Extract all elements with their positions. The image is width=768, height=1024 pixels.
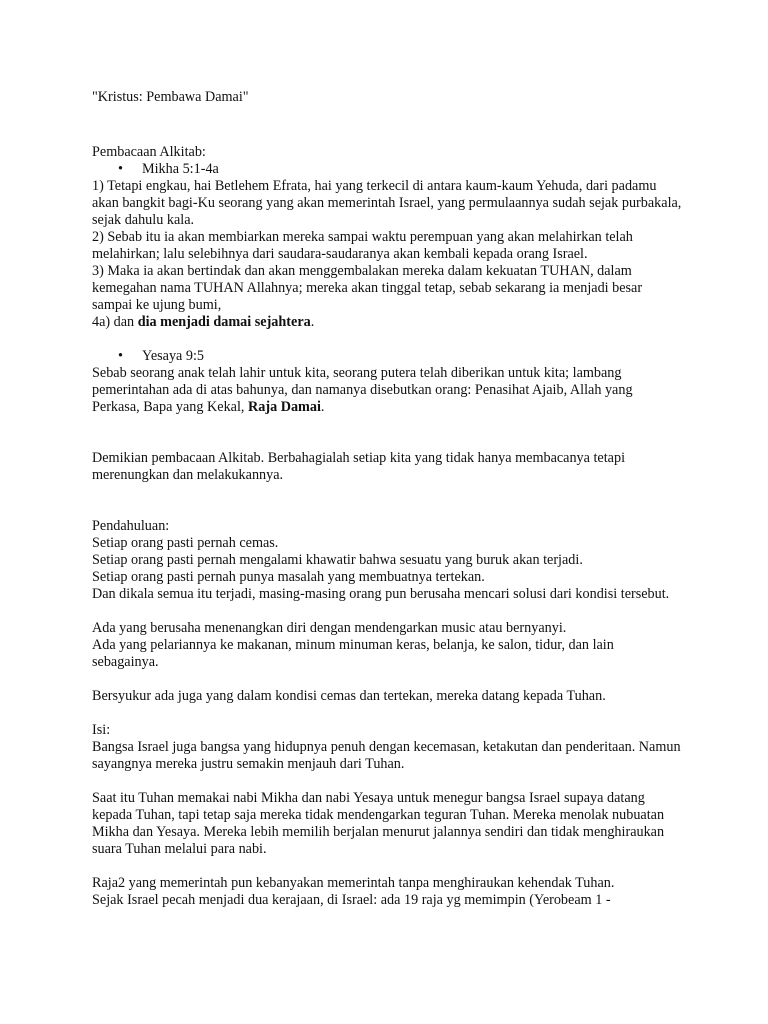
reading-bullet-yesaya — [92, 348, 682, 365]
document-title: "Kristus: Pembawa Damai" — [92, 89, 249, 105]
spacer — [92, 705, 682, 722]
intro-line: Setiap orang pasti pernah punya masalah yang membuatnya tertekan. — [92, 569, 485, 585]
bullet-label: Yesaya 9:5 — [142, 348, 205, 364]
mikha-verse-2: 2) Sebab itu ia akan membiarkan mereka sampai waktu perempuan yang akan melahirkan telah melahirkan; lalu selebihnya dari saudara-saudaranya akan kembali kepada orang Israel. — [92, 229, 633, 262]
spacer — [92, 773, 682, 790]
reading-bullet-mikha — [92, 161, 682, 178]
document-body — [92, 89, 682, 909]
intro-line: Setiap orang pasti pernah mengalami khawatir bahwa sesuatu yang buruk akan terjadi. — [92, 552, 583, 568]
spacer — [92, 671, 682, 688]
body-line: Sejak Israel pecah menjadi dua kerajaan, di Israel: ada 19 raja yg memimpin (Yerobeam 1 - — [92, 892, 611, 908]
spacer — [92, 106, 682, 144]
spacer — [92, 603, 682, 620]
body-paragraph: Bangsa Israel juga bangsa yang hidupnya penuh dengan kecemasan, ketakutan dan penderitaan. Namun sayangnya mereka justru semakin menjauh dari Tuhan. — [92, 739, 681, 772]
spacer — [92, 858, 682, 875]
bullet-label: Mikha 5:1-4a — [142, 161, 219, 177]
mikha-verse-4a — [92, 314, 682, 331]
intro-line: Dan dikala semua itu terjadi, masing-masing orang pun berusaha mencari solusi dari kondisi tersebut. — [92, 586, 670, 602]
verse-suffix: . — [310, 314, 315, 330]
body-line: Raja2 yang memerintah pun kebanyakan memerintah tanpa menghiraukan kehendak Tuhan. — [92, 875, 615, 891]
verse-emphasis: dia menjadi damai sejahtera — [137, 314, 311, 330]
reading-heading: Pembacaan Alkitab: — [92, 144, 206, 160]
mikha-verse-1: 1) Tetapi engkau, hai Betlehem Efrata, hai yang terkecil di antara kaum-kaum Yehuda, dari padamu akan bangkit bagi-Ku seorang yang akan memerintah Israel, yang permulaannya sudah sejak purbakala, sejak dahulu kala. — [92, 178, 682, 228]
intro-line: Ada yang pelariannya ke makanan, minum minuman keras, belanja, ke salon, tidur, dan lain sebagainya. — [92, 637, 614, 670]
bullet-icon — [92, 161, 142, 178]
mikha-verse-3: 3) Maka ia akan bertindak dan akan menggembalakan mereka dalam kekuatan TUHAN, dalam kemegahan nama TUHAN Allahnya; mereka akan tinggal tetap, sebab sekarang ia menjadi besar sampai ke ujung bumi, — [92, 263, 643, 313]
verse-suffix: . — [320, 399, 325, 415]
spacer — [92, 484, 682, 518]
verse-prefix: 4a) dan — [92, 314, 138, 330]
yesaya-verse — [92, 365, 682, 416]
spacer — [92, 331, 682, 348]
body-paragraph: Saat itu Tuhan memakai nabi Mikha dan nabi Yesaya untuk menegur bangsa Israel supaya datang kepada Tuhan, tapi tetap saja mereka tidak mendengarkan teguran Tuhan. Mereka menolak nubuatan Mikha dan Yesaya. Mereka lebih memilih berjalan menurut jalannya sendiri dan tidak menghiraukan suara Tuhan melalui para nabi. — [92, 790, 665, 857]
bullet-icon — [92, 348, 142, 365]
verse-text: Sebab seorang anak telah lahir untuk kita, seorang putera telah diberikan untuk kita; lambang pemerintahan ada di atas bahunya, dan namanya disebutkan orang: Penasihat Ajaib, Allah yang Perkasa, Bapa yang Kekal, — [92, 365, 633, 415]
verse-emphasis: Raja Damai — [248, 399, 321, 415]
reading-closing: Demikian pembacaan Alkitab. Berbahagialah setiap kita yang tidak hanya membacanya tetapi merenungkan dan melakukannya. — [92, 450, 626, 483]
intro-heading: Pendahuluan: — [92, 518, 170, 534]
intro-line: Ada yang berusaha menenangkan diri dengan mendengarkan music atau bernyanyi. — [92, 620, 567, 636]
spacer — [92, 416, 682, 450]
intro-line: Setiap orang pasti pernah cemas. — [92, 535, 279, 551]
intro-paragraph: Bersyukur ada juga yang dalam kondisi cemas dan tertekan, mereka datang kepada Tuhan. — [92, 688, 606, 704]
body-heading: Isi: — [92, 722, 111, 738]
